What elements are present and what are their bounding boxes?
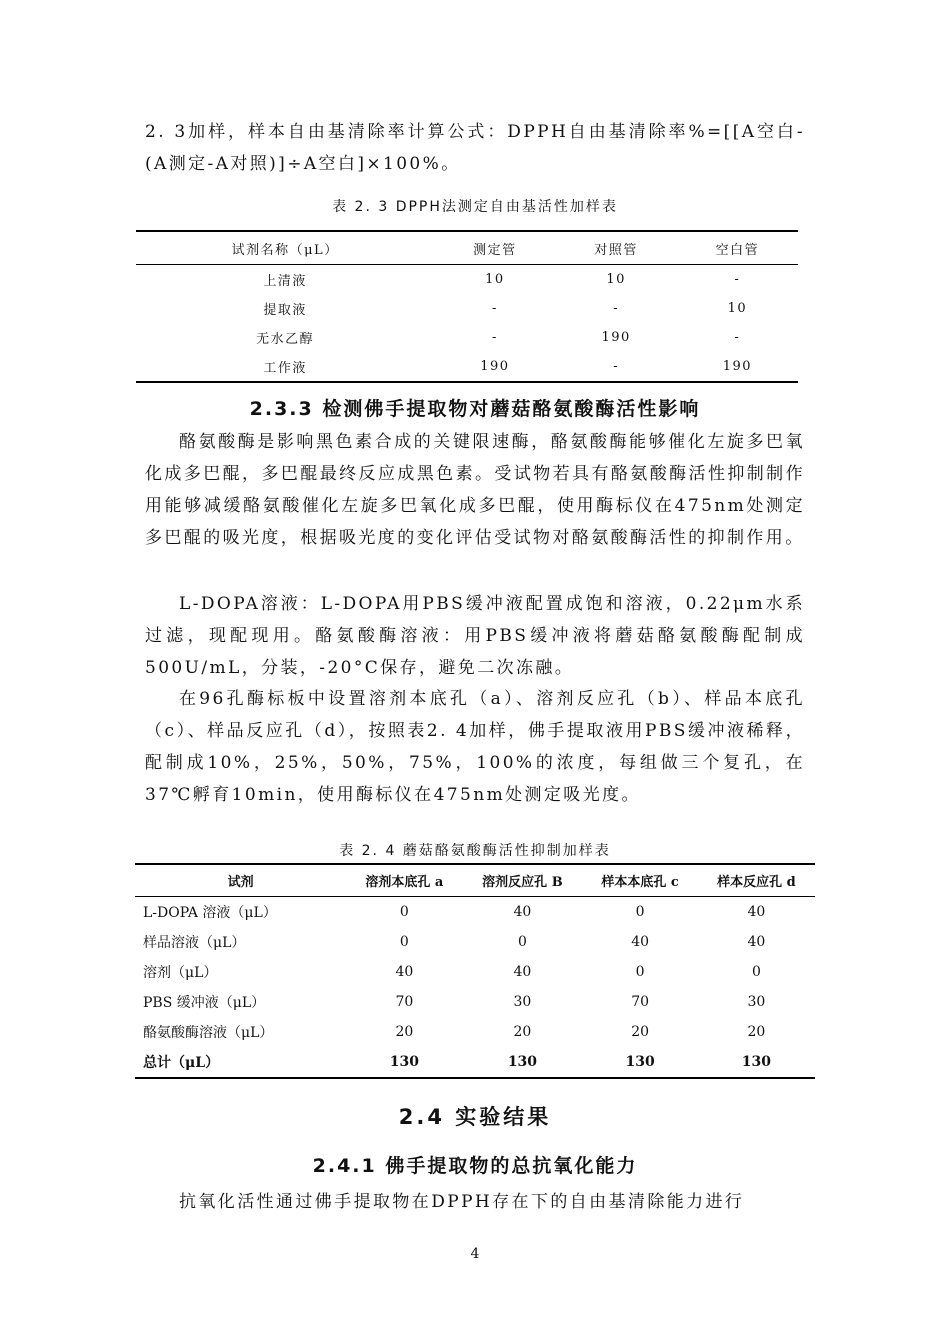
cell: 40 <box>747 904 766 920</box>
cell: 40 <box>395 964 414 980</box>
cell: 20 <box>631 1024 650 1040</box>
header-control-tube: 对照管 <box>594 242 638 258</box>
cell: 190 <box>480 359 510 374</box>
table-row <box>135 987 815 1017</box>
cell: 40 <box>747 934 766 950</box>
cell: 20 <box>395 1024 414 1040</box>
cell: - <box>734 272 741 287</box>
cell: 工作液 <box>263 361 307 376</box>
paragraph-tyrosinase-intro: 酪氨酸酶是影响黑色素合成的关键限速酶，酪氨酸酶能够催化左旋多巴氧化成多巴醌，多巴醌最终反应成黑色素。受试物若具有酪氨酸酶活性抑制制作用能够减缓酪氨酸催化左旋多巴氧化成多巴醌，使用酶标仪在475nm处测定多巴醌的吸光度，根据吸光度的变化评估受试物对酪氨酸酶活性的抑制作用。 <box>145 432 805 548</box>
table-header-row <box>136 231 798 265</box>
cell: 酪氨酸酶溶液（μL） <box>143 1025 274 1041</box>
cell: 70 <box>395 994 414 1010</box>
header-reagent: 试剂 <box>227 875 254 890</box>
cell: 40 <box>513 964 532 980</box>
cell: - <box>734 330 741 345</box>
cell: 0 <box>399 904 409 920</box>
cell: 130 <box>625 1054 655 1070</box>
header-test-tube: 测定管 <box>473 242 517 258</box>
table-header-row <box>135 864 815 897</box>
cell: 190 <box>722 359 753 374</box>
cell: 溶剂（μL） <box>143 965 218 981</box>
cell: 130 <box>507 1054 538 1070</box>
section-heading-2-3-3: 2.3.3 检测佛手提取物对蘑菇酪氨酸酶活性影响 <box>249 398 701 420</box>
table-row <box>136 323 798 352</box>
cell: 30 <box>513 994 532 1010</box>
cell: 30 <box>747 994 766 1010</box>
cell: 10 <box>606 272 626 287</box>
cell: 0 <box>635 964 645 980</box>
table-row <box>136 352 798 382</box>
cell: 40 <box>631 934 650 950</box>
table-row <box>135 1017 815 1047</box>
cell: - <box>491 330 498 345</box>
intro-paragraph: 2. 3加样，样本自由基清除率计算公式：DPPH自由基清除率%=[[A空白-(A测定-A对照)]÷A空白]×100%。 <box>145 122 805 174</box>
table-total-row <box>135 1047 815 1078</box>
header-sample-reaction: 样本反应孔 d <box>717 875 796 890</box>
section-heading-2-4-1: 2.4.1 佛手提取物的总抗氧化能力 <box>312 1155 638 1177</box>
cell: 10 <box>727 301 748 316</box>
cell: 190 <box>601 330 631 345</box>
table-row <box>135 927 815 957</box>
table-row <box>135 957 815 987</box>
cell: 0 <box>751 964 761 980</box>
paragraph-antioxidant: 抗氧化活性通过佛手提取物在DPPH存在下的自由基清除能力进行 <box>179 1192 745 1212</box>
table-row <box>136 265 798 295</box>
cell: 70 <box>631 994 650 1010</box>
cell: 20 <box>513 1024 532 1040</box>
paragraph-solutions: L-DOPA溶液：L-DOPA用PBS缓冲液配置成饱和溶液，0.22μm水系过滤，现配现用。酪氨酸酶溶液：用PBS缓冲液将蘑菇酪氨酸酶配制成500U/mL，分装，-20°C保存，避免二次冻融。 <box>145 594 805 678</box>
cell: - <box>491 301 498 316</box>
header-solvent-background: 溶剂本底孔 a <box>365 875 444 890</box>
section-heading-2-4: 2.4 实验结果 <box>398 1105 552 1129</box>
header-blank-tube: 空白管 <box>715 242 760 258</box>
cell: 130 <box>741 1054 772 1070</box>
table-row <box>135 897 815 928</box>
cell: - <box>613 301 620 316</box>
cell: 无水乙醇 <box>256 332 315 347</box>
cell: 提取液 <box>263 303 307 318</box>
header-reagent: 试剂名称（μL） <box>231 242 339 258</box>
cell: 0 <box>517 934 527 950</box>
cell: 40 <box>513 904 532 920</box>
page-number: 4 <box>470 1246 480 1262</box>
paragraph-procedure: 在96孔酶标板中设置溶剂本底孔（a）、溶剂反应孔（b）、样品本底孔（c）、样品反应孔（d），按照表2. 4加样，佛手提取液用PBS缓冲液稀释，配制成10%，25%，50%，75%，100%的浓度，每组做三个复孔，在37℃孵育10min，使用酶标仪在475nm处测定吸光度。 <box>145 689 805 805</box>
cell: 总计（μL） <box>143 1055 220 1071</box>
cell: - <box>613 359 620 374</box>
header-solvent-reaction: 溶剂反应孔 B <box>482 875 563 890</box>
cell: 20 <box>747 1024 766 1040</box>
cell: PBS 缓冲液（μL） <box>143 995 266 1011</box>
tyrosinase-sample-table <box>135 863 815 1079</box>
cell: 上清液 <box>263 274 307 289</box>
dpph-sample-table <box>136 230 798 383</box>
cell: 0 <box>399 934 409 950</box>
table-2-3-caption: 表 2. 3 DPPH法测定自由基活性加样表 <box>332 199 618 215</box>
table-2-4-caption: 表 2. 4 蘑菇酪氨酸酶活性抑制加样表 <box>339 843 611 859</box>
cell: 样品溶液（μL） <box>143 935 246 951</box>
cell: 130 <box>389 1054 419 1070</box>
cell: 10 <box>485 272 505 287</box>
header-sample-background: 样本本底孔 c <box>601 875 679 890</box>
table-row <box>136 294 798 323</box>
cell: L-DOPA 溶液（μL） <box>143 905 277 921</box>
cell: 0 <box>635 904 645 920</box>
